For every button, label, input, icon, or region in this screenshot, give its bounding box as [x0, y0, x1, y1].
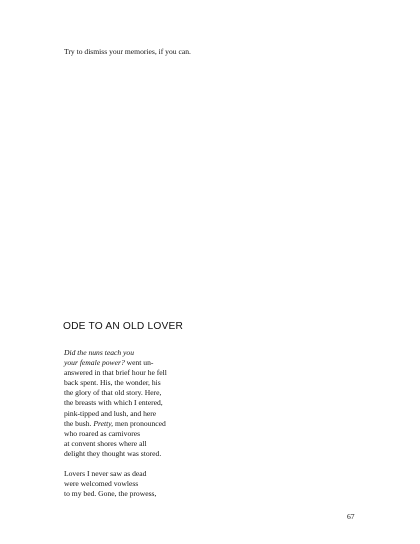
poem-line: pink-tipped and lush, and here	[64, 408, 157, 418]
poem-line: the glory of that old story. Here,	[64, 388, 162, 398]
poem-text: went un-	[124, 358, 154, 368]
poem-line: delight they thought was stored.	[64, 448, 162, 458]
poem-line	[64, 348, 167, 358]
poem-line: Lovers I never saw as dead	[64, 469, 147, 478]
stanza-1	[64, 348, 167, 459]
italic-text: Did the nuns teach you	[64, 348, 135, 357]
poem-line	[64, 419, 167, 429]
poem-title: ODE TO AN OLD LOVER	[63, 321, 184, 332]
stanza-2	[64, 469, 156, 499]
poem-line: who roared as carnivores	[64, 428, 141, 438]
poem-line: were welcomed vowless	[64, 479, 139, 489]
poem-text: the bush.	[64, 418, 94, 428]
poem-text: men pronounced	[113, 418, 166, 428]
epigraph-line: Try to dismiss your memories, if you can.	[64, 47, 191, 56]
italic-text: Pretty,	[93, 418, 114, 428]
poem-line	[64, 358, 167, 368]
poem-line: back spent. His, the wonder, his	[64, 378, 161, 388]
poem-line: the breasts with which I entered,	[64, 398, 163, 408]
poem-line: at convent shores where all	[64, 438, 147, 448]
italic-text: your female power?	[64, 358, 125, 368]
poem-line: answered in that brief hour he fell	[64, 368, 167, 378]
poem-line: to my bed. Gone, the prowess,	[64, 489, 157, 499]
page-number: 67	[347, 512, 355, 521]
